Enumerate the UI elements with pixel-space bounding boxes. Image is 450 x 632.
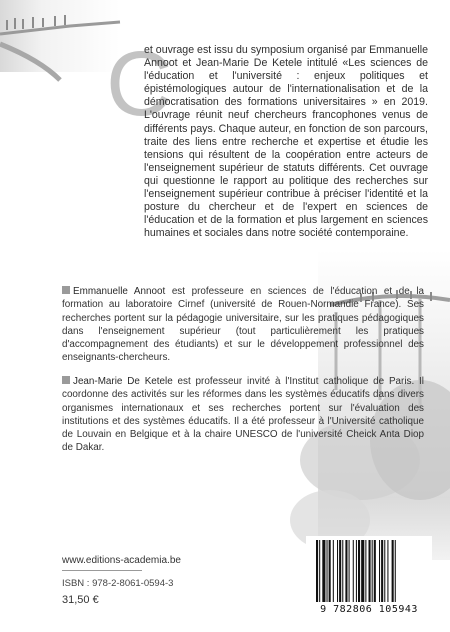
price: 31,50 €: [62, 594, 99, 606]
barcode-bar: [392, 540, 394, 602]
author-bio-text: est professeur invité à l'Institut catholique de Paris. Il coordonne des activités sur les réformes dans les systèmes éducatifs dans divers organismes internationaux et ses recherches portent sur l'évaluation des institutions et des systèmes éducatifs. Il a été professeur à l'Université catholique de Louvain en Belgique et à la chaire UNESCO de l'université Cheick Anta Diop de Dakar.: [62, 376, 424, 454]
barcode-bar: [372, 540, 373, 602]
barcode-bar: [349, 540, 350, 602]
barcode-bar: [379, 540, 380, 602]
author-name: Jean-Marie De Ketele: [73, 376, 173, 387]
barcode-bar: [361, 540, 364, 602]
drop-cap-letter: C: [106, 33, 173, 135]
barcode-bar: [337, 540, 338, 602]
publisher-website: www.editions-academia.be: [62, 555, 181, 566]
author-name: Emmanuelle Annoot: [73, 286, 166, 297]
barcode-bar: [329, 540, 331, 602]
barcode-bar: [316, 540, 318, 602]
barcode-bar: [319, 540, 320, 602]
barcode-bar: [345, 540, 347, 602]
barcode-bar: [384, 540, 385, 602]
author-bio-deketele: [62, 375, 424, 455]
barcode-bar: [333, 540, 334, 602]
isbn: ISBN : 978-2-8061-0594-3: [62, 578, 174, 589]
divider: [62, 570, 142, 571]
bullet-square-icon: [62, 376, 70, 384]
barcode-bar: [339, 540, 341, 602]
barcode-bar: [381, 540, 383, 602]
barcode-bar: [365, 540, 366, 602]
author-bio-annoot: [62, 285, 424, 365]
barcode-bar: [374, 540, 376, 602]
barcode-bar: [353, 540, 354, 602]
barcode-bar: [358, 540, 360, 602]
barcode-bar: [356, 540, 357, 602]
bullet-square-icon: [62, 286, 70, 294]
author-bio-text: est professeure en sciences de l'éducation et de la formation au laboratoire Cirnef (université de Rouen-Normandie France). Ses recherches portent sur la pédagogie universitaire, sur les pratiques pédagogiques dans l'enseignement supérieur (tout particulièrement les pratiques d'accompagnement des étudiants) et sur le développement professionnel des enseignants-chercheurs.: [62, 286, 424, 364]
barcode-bar: [387, 540, 388, 602]
barcode-bar: [322, 540, 325, 602]
barcode-bar: [327, 540, 328, 602]
summary-text: et ouvrage est issu du symposium organisé par Emmanuelle Annoot et Jean-Marie De Ketele intitulé «Les sciences de l'éducation et l'université : enjeux politiques et épistémologiques autour de l'internationalisation et de la démocratisation des formations universitaires » en 2019. L'ouvrage réunit neuf chercheurs francophones venus de différents pays. Chaque auteur, en fonction de son parcours, traite des liens entre recherche et expertise et étudie les tensions qui résultent de la coopération entre acteurs de l'enseignement supérieur de statuts différents. Cet ouvrage qui questionne le rapport au politique des recherches sur l'enseignement supérieur contribue à préciser l'identité et la posture du chercheur et de l'expert en sciences de l'éducation et de la formation et plus largement en sciences humaines et sociales dans notre société contemporaine.: [144, 44, 428, 240]
summary-paragraph: [104, 44, 428, 240]
barcode-bar: [342, 540, 343, 602]
barcode-bar: [395, 540, 396, 602]
barcode-bar: [369, 540, 371, 602]
barcode-number: 9 782806 105943: [320, 604, 418, 615]
